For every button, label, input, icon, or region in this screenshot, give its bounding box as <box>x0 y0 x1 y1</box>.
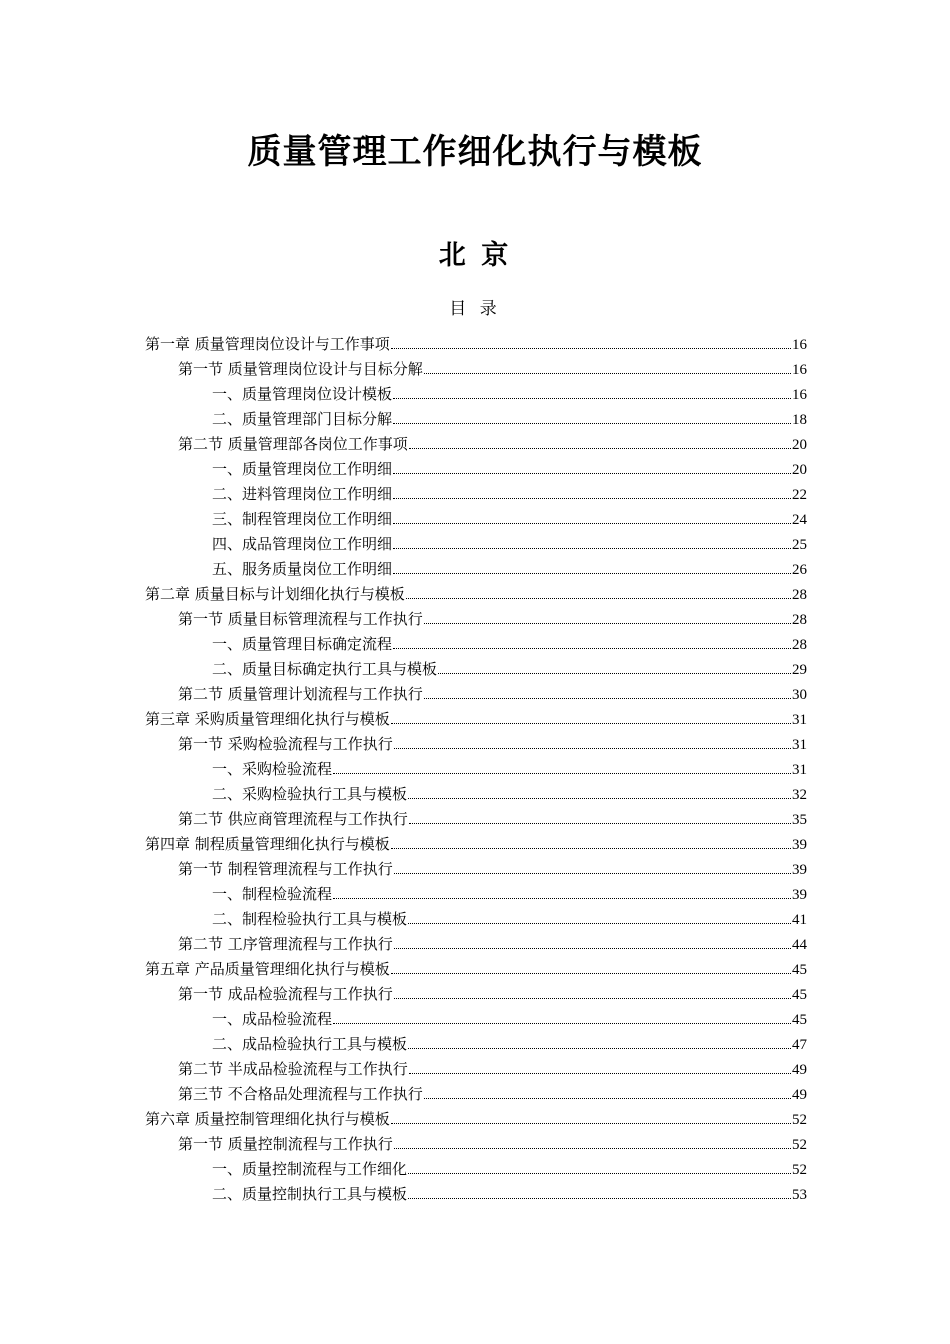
toc-page-number: 52 <box>792 1112 807 1128</box>
toc-entry[interactable] <box>145 1132 807 1157</box>
toc-entry-title: 第一章 质量管理岗位设计与工作事项 <box>145 335 390 353</box>
toc-entry-title: 第一节 质量管理岗位设计与目标分解 <box>178 360 423 378</box>
toc-entry-title: 第一节 质量控制流程与工作执行 <box>178 1135 393 1153</box>
toc-page-number: 22 <box>792 487 807 503</box>
toc-page-number: 26 <box>792 562 807 578</box>
toc-entry-title: 第二节 供应商管理流程与工作执行 <box>178 810 408 828</box>
toc-entry[interactable] <box>145 457 807 482</box>
toc-dot-leader <box>424 623 791 624</box>
toc-entry-title: 二、制程检验执行工具与模板 <box>212 910 408 928</box>
toc-page-number: 39 <box>792 887 807 903</box>
toc-page-number: 31 <box>792 737 807 753</box>
toc-dot-leader <box>424 1098 791 1099</box>
toc-page-number: 28 <box>792 612 807 628</box>
table-of-contents <box>145 332 807 1207</box>
toc-page-number: 16 <box>792 362 807 378</box>
toc-dot-leader <box>394 998 791 999</box>
toc-page-number: 45 <box>792 962 807 978</box>
toc-entry[interactable] <box>145 957 807 982</box>
toc-entry-title: 五、服务质量岗位工作明细 <box>212 560 393 578</box>
toc-entry-title: 第二节 质量管理部各岗位工作事项 <box>178 435 408 453</box>
toc-entry-title: 第三节 不合格品处理流程与工作执行 <box>178 1085 423 1103</box>
toc-dot-leader <box>393 523 791 524</box>
toc-entry[interactable] <box>145 432 807 457</box>
toc-dot-leader <box>394 1148 791 1149</box>
toc-page-number: 32 <box>792 787 807 803</box>
toc-page-number: 29 <box>792 662 807 678</box>
toc-page-number: 35 <box>792 812 807 828</box>
toc-entry-title: 第一节 采购检验流程与工作执行 <box>178 735 393 753</box>
toc-heading: 目 录 <box>449 299 501 319</box>
toc-dot-leader <box>406 598 791 599</box>
toc-entry[interactable] <box>145 357 807 382</box>
toc-page-number: 30 <box>792 687 807 703</box>
toc-dot-leader <box>409 1073 791 1074</box>
toc-entry-title: 第一节 质量目标管理流程与工作执行 <box>178 610 423 628</box>
toc-page-number: 28 <box>792 637 807 653</box>
toc-entry-title: 第四章 制程质量管理细化执行与模板 <box>145 835 390 853</box>
toc-page-number: 52 <box>792 1137 807 1153</box>
toc-entry-title: 二、质量目标确定执行工具与模板 <box>212 660 438 678</box>
toc-dot-leader <box>394 748 791 749</box>
toc-page-number: 18 <box>792 412 807 428</box>
toc-entry[interactable] <box>145 1107 807 1132</box>
toc-dot-leader <box>408 798 791 799</box>
toc-dot-leader <box>391 1123 791 1124</box>
toc-page-number: 16 <box>792 387 807 403</box>
toc-entry[interactable] <box>145 607 807 632</box>
toc-entry-title: 第二章 质量目标与计划细化执行与模板 <box>145 585 405 603</box>
toc-entry-title: 第三章 采购质量管理细化执行与模板 <box>145 710 390 728</box>
toc-dot-leader <box>391 973 791 974</box>
toc-entry-title: 第二节 半成品检验流程与工作执行 <box>178 1060 408 1078</box>
toc-entry-title: 二、质量控制执行工具与模板 <box>212 1185 408 1203</box>
toc-dot-leader <box>391 723 791 724</box>
toc-dot-leader <box>393 548 791 549</box>
toc-page-number: 52 <box>792 1162 807 1178</box>
toc-entry-title: 第六章 质量控制管理细化执行与模板 <box>145 1110 390 1128</box>
toc-entry[interactable] <box>145 482 807 507</box>
toc-entry-title: 一、制程检验流程 <box>212 885 333 903</box>
toc-entry[interactable] <box>145 807 807 832</box>
toc-entry[interactable] <box>145 1057 807 1082</box>
toc-entry-title: 四、成品管理岗位工作明细 <box>212 535 393 553</box>
toc-page-number: 20 <box>792 462 807 478</box>
toc-entry[interactable] <box>145 532 807 557</box>
toc-page-number: 44 <box>792 937 807 953</box>
toc-entry[interactable] <box>145 782 807 807</box>
toc-entry[interactable] <box>145 507 807 532</box>
toc-page-number: 53 <box>792 1187 807 1203</box>
toc-dot-leader <box>409 823 791 824</box>
toc-entry-title: 一、质量管理岗位工作明细 <box>212 460 393 478</box>
toc-dot-leader <box>393 573 791 574</box>
toc-entry[interactable] <box>145 657 807 682</box>
toc-entry[interactable] <box>145 832 807 857</box>
toc-entry-title: 一、质量管理目标确定流程 <box>212 635 393 653</box>
toc-entry-title: 第二节 质量管理计划流程与工作执行 <box>178 685 423 703</box>
toc-page-number: 39 <box>792 862 807 878</box>
toc-page-number: 41 <box>792 912 807 928</box>
toc-entry[interactable] <box>145 332 807 357</box>
toc-entry-title: 二、质量管理部门目标分解 <box>212 410 393 428</box>
toc-entry[interactable] <box>145 557 807 582</box>
toc-entry[interactable] <box>145 632 807 657</box>
toc-page-number: 28 <box>792 587 807 603</box>
toc-dot-leader <box>394 873 791 874</box>
toc-entry-title: 二、成品检验执行工具与模板 <box>212 1035 408 1053</box>
toc-entry[interactable] <box>145 1157 807 1182</box>
toc-dot-leader <box>394 948 791 949</box>
toc-dot-leader <box>393 473 791 474</box>
toc-entry-title: 一、成品检验流程 <box>212 1010 333 1028</box>
toc-page-number: 39 <box>792 837 807 853</box>
toc-dot-leader <box>333 773 791 774</box>
toc-dot-leader <box>408 923 791 924</box>
toc-dot-leader <box>408 1173 791 1174</box>
toc-entry-title: 二、采购检验执行工具与模板 <box>212 785 408 803</box>
toc-entry[interactable] <box>145 407 807 432</box>
toc-page-number: 45 <box>792 1012 807 1028</box>
toc-entry[interactable] <box>145 932 807 957</box>
toc-entry-title: 一、质量管理岗位设计模板 <box>212 385 393 403</box>
toc-page-number: 31 <box>792 762 807 778</box>
toc-entry[interactable] <box>145 982 807 1007</box>
toc-dot-leader <box>408 1048 791 1049</box>
document-city: 北 京 <box>438 240 512 271</box>
toc-dot-leader <box>393 423 791 424</box>
toc-entry-title: 一、质量控制流程与工作细化 <box>212 1160 408 1178</box>
toc-entry[interactable] <box>145 1007 807 1032</box>
toc-dot-leader <box>333 898 791 899</box>
toc-entry-title: 一、采购检验流程 <box>212 760 333 778</box>
toc-dot-leader <box>391 348 791 349</box>
toc-entry[interactable] <box>145 907 807 932</box>
toc-entry[interactable] <box>145 382 807 407</box>
toc-dot-leader <box>424 373 791 374</box>
toc-entry[interactable] <box>145 882 807 907</box>
toc-dot-leader <box>438 673 791 674</box>
toc-dot-leader <box>391 848 791 849</box>
toc-page-number: 47 <box>792 1037 807 1053</box>
toc-page-number: 45 <box>792 987 807 1003</box>
toc-entry[interactable] <box>145 857 807 882</box>
toc-entry-title: 第一节 制程管理流程与工作执行 <box>178 860 393 878</box>
toc-entry[interactable] <box>145 1032 807 1057</box>
toc-page-number: 49 <box>792 1087 807 1103</box>
toc-entry[interactable] <box>145 682 807 707</box>
toc-dot-leader <box>393 498 791 499</box>
toc-entry[interactable] <box>145 582 807 607</box>
toc-dot-leader <box>424 698 791 699</box>
toc-dot-leader <box>393 648 791 649</box>
toc-dot-leader <box>333 1023 791 1024</box>
toc-dot-leader <box>408 1198 791 1199</box>
toc-entry[interactable] <box>145 732 807 757</box>
toc-page-number: 25 <box>792 537 807 553</box>
toc-entry[interactable] <box>145 1182 807 1207</box>
toc-entry[interactable] <box>145 757 807 782</box>
document-title: 质量管理工作细化执行与模板 <box>247 132 703 172</box>
toc-entry-title: 第五章 产品质量管理细化执行与模板 <box>145 960 390 978</box>
toc-entry[interactable] <box>145 1082 807 1107</box>
toc-dot-leader <box>393 398 791 399</box>
toc-entry[interactable] <box>145 707 807 732</box>
toc-entry-title: 第一节 成品检验流程与工作执行 <box>178 985 393 1003</box>
toc-entry-title: 第二节 工序管理流程与工作执行 <box>178 935 393 953</box>
toc-page-number: 20 <box>792 437 807 453</box>
toc-page-number: 31 <box>792 712 807 728</box>
toc-entry-title: 二、进料管理岗位工作明细 <box>212 485 393 503</box>
toc-entry-title: 三、制程管理岗位工作明细 <box>212 510 393 528</box>
toc-page-number: 24 <box>792 512 807 528</box>
toc-page-number: 16 <box>792 337 807 353</box>
toc-dot-leader <box>409 448 791 449</box>
toc-page-number: 49 <box>792 1062 807 1078</box>
